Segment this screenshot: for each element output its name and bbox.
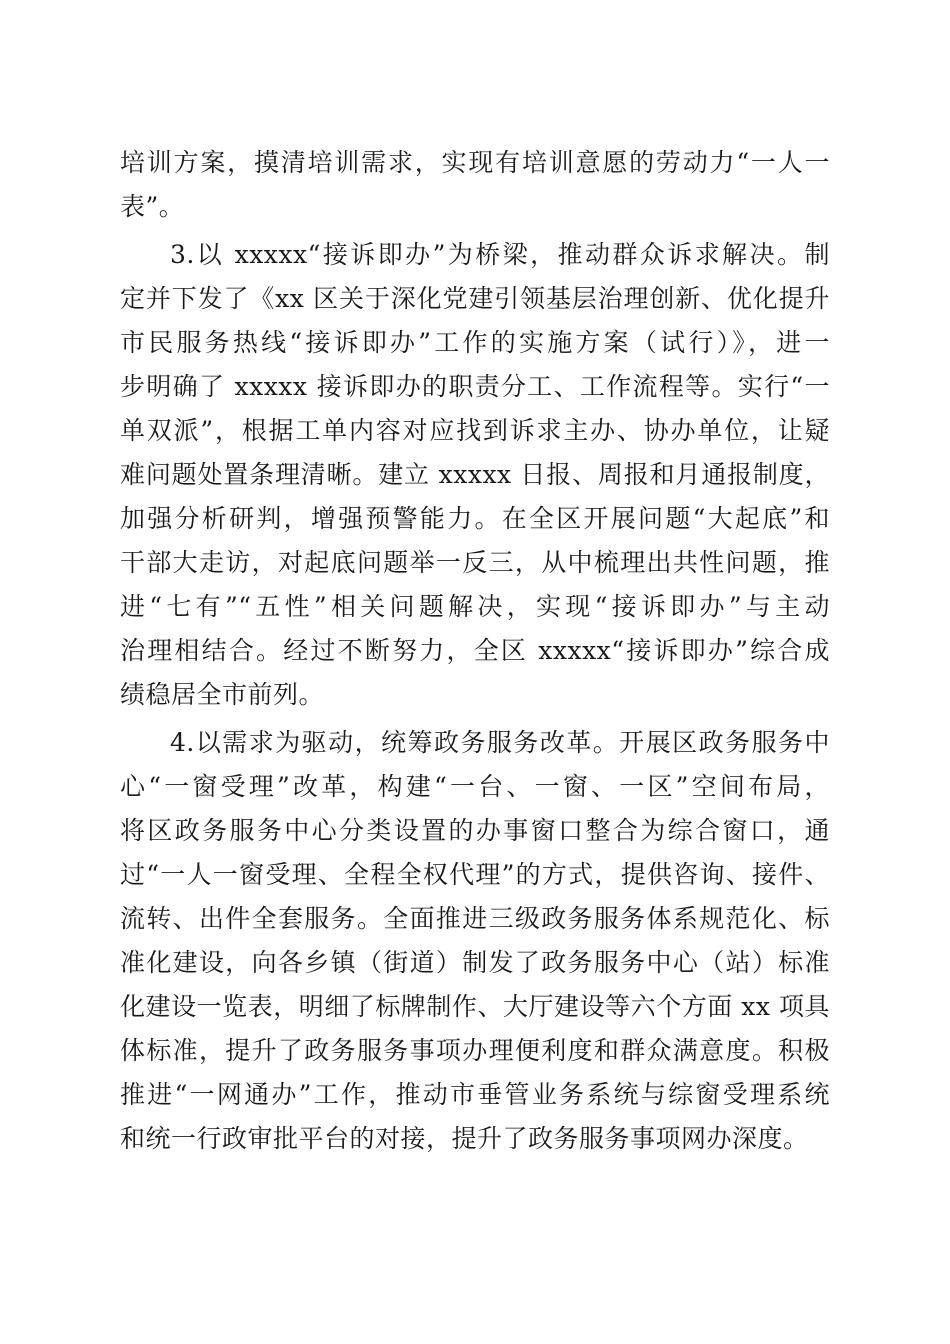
paragraph-line: 表”。: [120, 192, 185, 221]
paragraph-line: 加强分析研判，增强预警能力。在全区开展问题“大起底”和: [120, 504, 830, 533]
paragraph-line: 绩稳居全市前列。: [120, 680, 325, 709]
paragraph-line: 4.以需求为驱动，统筹政务服务改革。开展区政务服务中: [170, 728, 830, 757]
paragraph-line: 推进“一网通办”工作，推动市垂管业务系统与综窗受理系统: [120, 1080, 830, 1109]
paragraph-line: 单双派”，根据工单内容对应找到诉求主办、协办单位，让疑: [120, 416, 830, 445]
paragraph-line: 治理相结合。经过不断努力，全区 xxxxx“接诉即办”综合成: [120, 636, 830, 665]
paragraph-line: 将区政务服务中心分类设置的办事窗口整合为综合窗口，通: [120, 816, 830, 845]
paragraph-line: 体标准，提升了政务服务事项办理便利度和群众满意度。积极: [120, 1036, 830, 1065]
paragraph-line: 3.以 xxxxx“接诉即办”为桥梁，推动群众诉求解决。制: [170, 240, 830, 269]
paragraph-line: 进“七有”“五性”相关问题解决，实现“接诉即办”与主动: [120, 592, 830, 621]
paragraph-line: 心“一窗受理”改革，构建“一台、一窗、一区”空间布局，: [120, 772, 830, 801]
paragraph-line: 化建设一览表，明细了标牌制作、大厅建设等六个方面 xx 项具: [120, 992, 830, 1021]
paragraph-line: 市民服务热线“接诉即办”工作的实施方案（试行）》，进一: [120, 328, 830, 357]
paragraph-line: 定并下发了《xx 区关于深化党建引领基层治理创新、优化提升: [120, 284, 830, 313]
paragraph-line: 步明确了 xxxxx 接诉即办的职责分工、工作流程等。实行“一: [120, 372, 830, 401]
paragraph-line: 过“一人一窗受理、全程全权代理”的方式，提供咨询、接件、: [120, 860, 830, 889]
paragraph-line: 干部大走访，对起底问题举一反三，从中梳理出共性问题，推: [120, 548, 830, 577]
paragraph-line: 准化建设，向各乡镇（街道）制发了政务服务中心（站）标准: [120, 948, 830, 977]
paragraph-line: 和统一行政审批平台的对接，提升了政务服务事项网办深度。: [120, 1124, 809, 1153]
paragraph-line: 培训方案，摸清培训需求，实现有培训意愿的劳动力“一人一: [120, 148, 830, 177]
paragraph-line: 难问题处置条理清晰。建立 xxxxx 日报、周报和月通报制度，: [120, 460, 830, 489]
paragraph-line: 流转、出件全套服务。全面推进三级政务服务体系规范化、标: [120, 904, 830, 933]
